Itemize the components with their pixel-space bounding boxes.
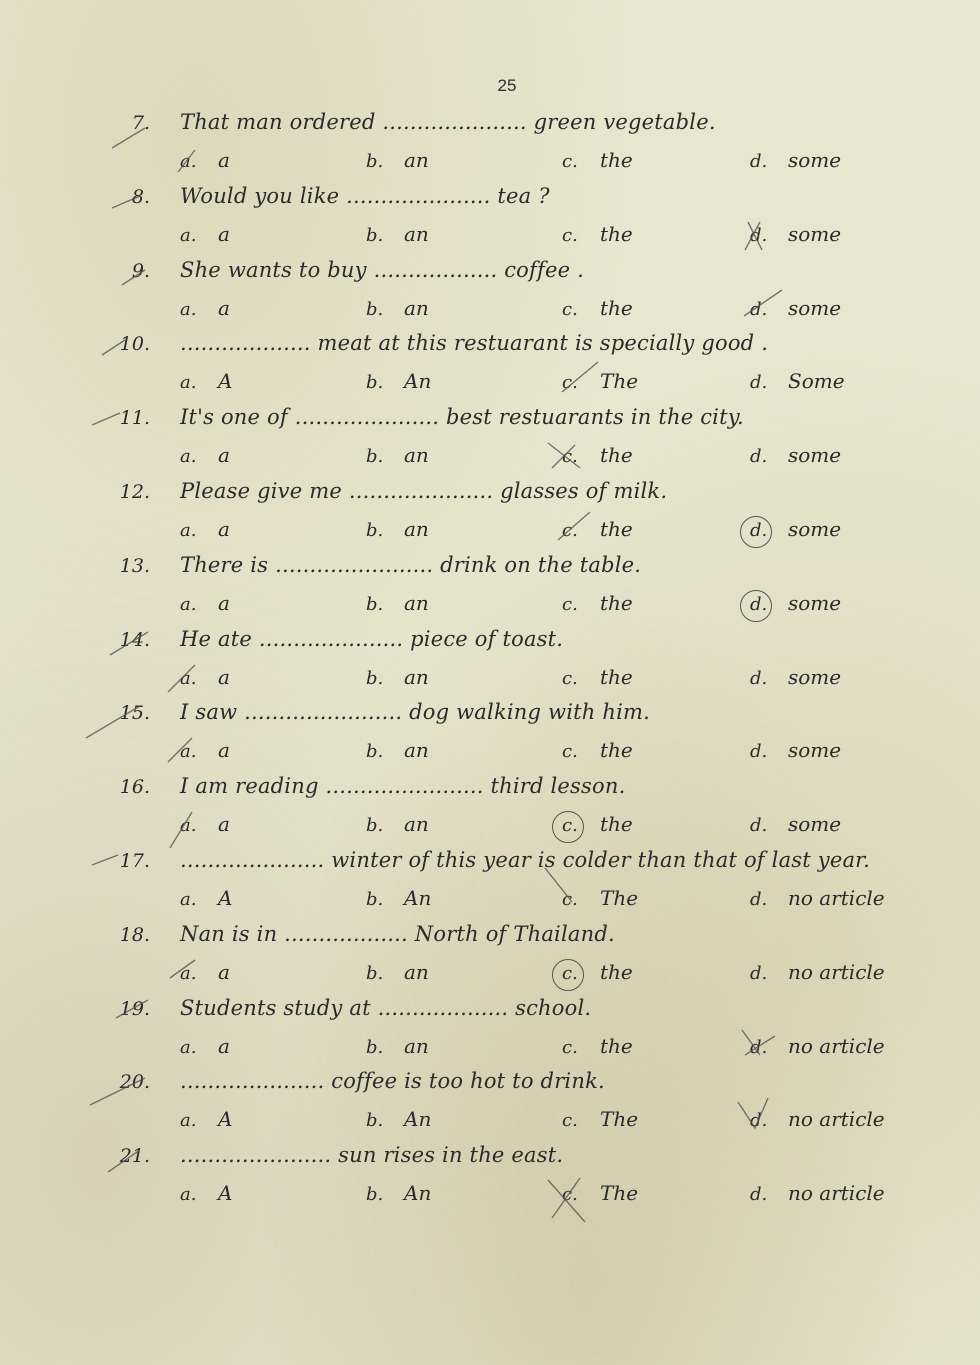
option-a[interactable]: a. A	[180, 1181, 233, 1206]
question-number: 18.	[119, 923, 150, 946]
question-text: She wants to buy .................. coffee .	[180, 257, 584, 282]
question-number: 13.	[119, 554, 150, 577]
question-19	[0, 990, 980, 1064]
option-b[interactable]: b. An	[366, 1181, 432, 1206]
question-15	[0, 694, 980, 768]
option-c[interactable]: c. the	[562, 295, 633, 320]
option-d[interactable]: d. some	[750, 148, 842, 172]
option-d[interactable]: d. some	[750, 812, 842, 837]
option-d[interactable]: d. some	[750, 443, 842, 468]
option-a[interactable]: a. A	[180, 1107, 233, 1132]
option-a[interactable]: a. a	[180, 738, 230, 763]
option-b[interactable]: b. an	[366, 516, 429, 541]
question-20	[0, 1063, 980, 1137]
option-a[interactable]: a. a	[180, 590, 230, 615]
question-10	[0, 325, 980, 399]
question-number: 7.	[131, 112, 150, 134]
option-b[interactable]: b. An	[366, 1107, 432, 1132]
question-text: ................... meat at this restuarant is specially good .	[180, 331, 769, 356]
answer-circle	[740, 590, 772, 622]
option-a[interactable]: a. a	[180, 959, 230, 984]
question-14	[0, 621, 980, 695]
option-b[interactable]: b. an	[366, 664, 429, 689]
option-d[interactable]: d. some	[750, 591, 841, 615]
question-number: 9.	[131, 259, 150, 282]
question-21	[0, 1137, 980, 1211]
option-d[interactable]: d. some	[750, 738, 842, 763]
option-b[interactable]: b. An	[366, 885, 432, 910]
option-c[interactable]: c. the	[562, 516, 633, 541]
option-a[interactable]: a. a	[180, 443, 230, 468]
answer-circle	[552, 811, 584, 843]
option-b[interactable]: b. an	[366, 738, 429, 763]
option-c[interactable]: c. The	[562, 885, 639, 910]
option-d[interactable]: d. no article	[750, 885, 885, 910]
question-text: It's one of ..................... best restuarants in the city.	[180, 405, 744, 430]
question-number: 15.	[119, 702, 150, 725]
option-a[interactable]: a. a	[180, 1033, 230, 1058]
answer-circle	[740, 516, 772, 548]
question-number: 20.	[119, 1071, 150, 1094]
option-a[interactable]: a. a	[180, 664, 230, 689]
option-b[interactable]: b. an	[366, 148, 429, 172]
question-number: 21.	[119, 1145, 150, 1168]
option-a[interactable]: a. a	[180, 812, 230, 837]
option-c[interactable]: c. the	[562, 664, 633, 689]
question-8	[0, 178, 980, 252]
question-text: ..................... coffee is too hot to drink.	[180, 1069, 605, 1094]
question-number: 10.	[119, 333, 150, 356]
question-12	[0, 473, 980, 547]
option-a[interactable]: a. A	[180, 885, 233, 910]
option-d[interactable]: d. no article	[750, 1181, 885, 1206]
option-d[interactable]: d. some	[750, 664, 842, 689]
option-b[interactable]: b. an	[366, 443, 429, 468]
question-13	[0, 547, 980, 621]
question-text: ..................... winter of this year is colder than that of last year.	[180, 847, 870, 872]
question-number: 11.	[119, 407, 150, 430]
option-d[interactable]: d. some	[750, 295, 842, 320]
question-text: Students study at ................... school.	[180, 995, 592, 1020]
option-c[interactable]: c. the	[562, 812, 633, 836]
question-text: I am reading ....................... third lesson.	[180, 774, 626, 799]
option-b[interactable]: b. An	[366, 369, 432, 394]
answer-circle	[552, 959, 584, 991]
option-d[interactable]: d. some	[750, 221, 842, 246]
question-text: I saw ....................... dog walking with him.	[180, 700, 650, 725]
option-c[interactable]: c. the	[562, 443, 633, 468]
question-text: That man ordered ..................... green vegetable.	[180, 110, 716, 134]
option-c[interactable]: c. the	[562, 1033, 633, 1058]
option-a[interactable]: a. a	[180, 221, 230, 246]
question-11	[0, 399, 980, 473]
page-number: 25	[497, 76, 517, 95]
option-d[interactable]: d. no article	[750, 1107, 885, 1132]
question-text: Please give me ..................... glasses of milk.	[180, 478, 668, 503]
option-c[interactable]: c. the	[562, 148, 633, 172]
option-c[interactable]: c. the	[562, 960, 633, 984]
option-b[interactable]: b. an	[366, 295, 429, 320]
question-text: Nan is in .................. North of Thailand.	[180, 921, 615, 946]
option-d[interactable]: d. no article	[750, 959, 885, 984]
question-text: There is ....................... drink on the table.	[180, 552, 642, 577]
question-18	[0, 916, 980, 990]
option-d[interactable]: d. no article	[750, 1033, 885, 1058]
question-16	[0, 768, 980, 842]
question-number: 14.	[119, 628, 150, 651]
question-7	[0, 104, 980, 178]
option-a[interactable]: a. A	[180, 369, 233, 394]
question-list	[0, 104, 980, 1211]
question-text: He ate ..................... piece of toast.	[180, 626, 564, 651]
option-b[interactable]: b. an	[366, 1033, 429, 1058]
option-b[interactable]: b. an	[366, 590, 429, 615]
option-c[interactable]: c. the	[562, 738, 633, 763]
question-number: 12.	[119, 480, 150, 503]
option-c[interactable]: c. the	[562, 590, 633, 615]
option-d[interactable]: d. Some	[750, 369, 845, 394]
option-c[interactable]: c. The	[562, 1107, 639, 1132]
option-b[interactable]: b. an	[366, 959, 429, 984]
option-a[interactable]: a. a	[180, 148, 230, 172]
option-d[interactable]: d. some	[750, 517, 841, 541]
question-text: ...................... sun rises in the east.	[180, 1143, 564, 1168]
question-number: 16.	[119, 776, 150, 799]
question-number: 8.	[131, 185, 150, 208]
option-a[interactable]: a. a	[180, 516, 230, 541]
question-9	[0, 252, 980, 326]
question-number: 19.	[119, 997, 150, 1020]
option-c[interactable]: c. the	[562, 221, 633, 246]
question-17	[0, 842, 980, 916]
question-number: 17.	[119, 849, 150, 872]
option-c[interactable]: c. The	[562, 1181, 639, 1206]
question-text: Would you like ..................... tea ?	[180, 183, 550, 208]
option-b[interactable]: b. an	[366, 812, 429, 837]
option-b[interactable]: b. an	[366, 221, 429, 246]
option-c[interactable]: c. The	[562, 369, 639, 394]
option-a[interactable]: a. a	[180, 295, 230, 320]
